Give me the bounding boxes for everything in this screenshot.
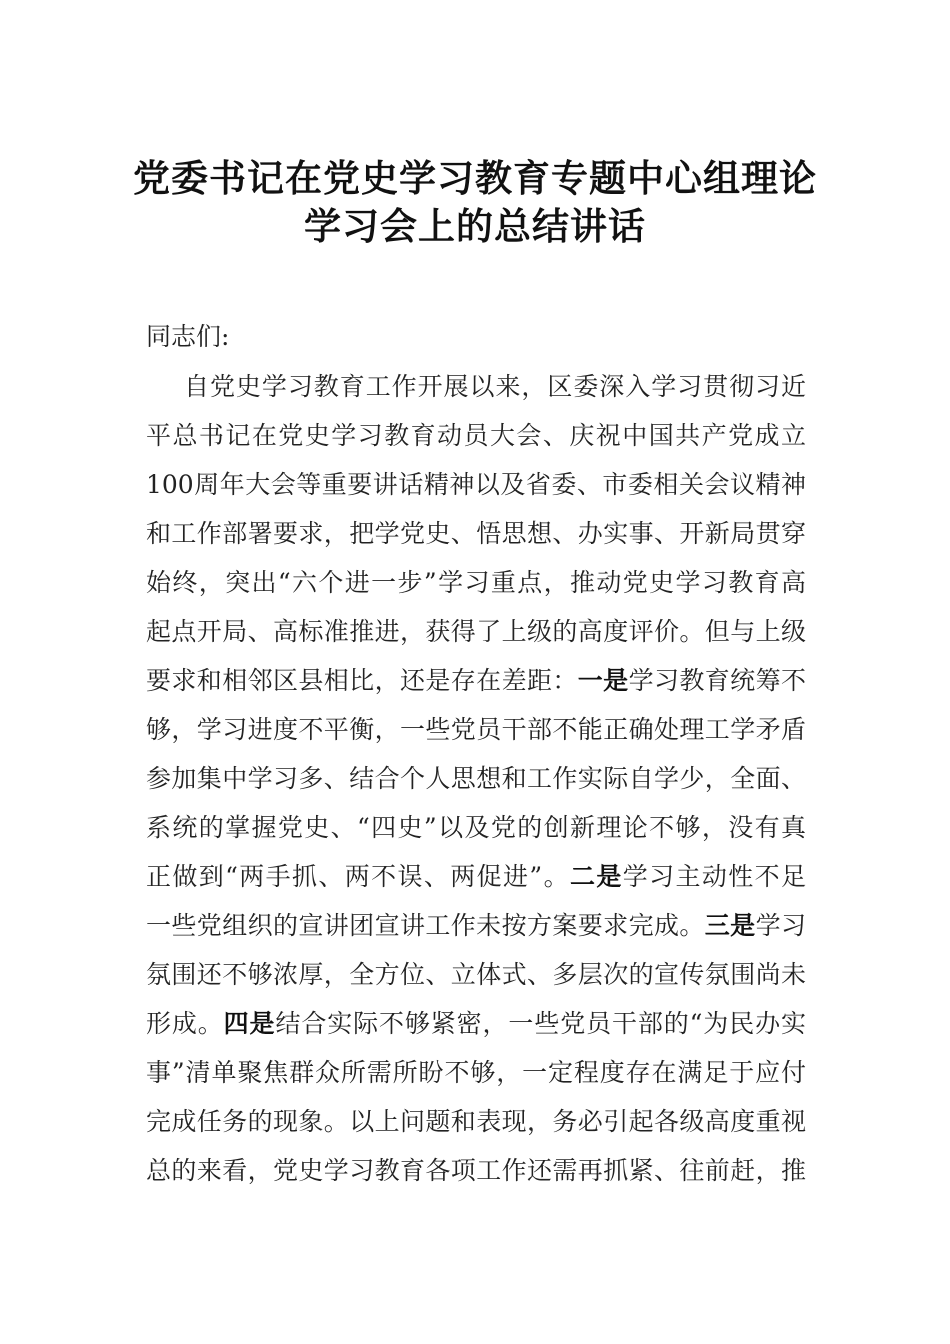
bold-marker: 一是: [577, 666, 629, 695]
paragraph-line: 起点开局、高标准推进，获得了上级的高度评价。但与上级: [146, 617, 806, 646]
paragraph-line: 系统的掌握党史、“四史”以及党的创新理论不够，没有真: [146, 813, 806, 842]
document-title-line-2: 学习会上的总结讲话: [304, 204, 646, 248]
paragraph-line: 平总书记在党史学习教育动员大会、庆祝中国共产党成立: [146, 421, 806, 450]
salutation: 同志们:: [146, 322, 230, 351]
paragraph-line: 事”清单聚焦群众所需所盼不够，一定程度存在满足于应付: [146, 1058, 806, 1087]
bold-marker: 四是: [223, 1009, 276, 1038]
bold-marker: 三是: [704, 911, 756, 940]
paragraph-line: 够，学习进度不平衡，一些党员干部不能正确处理工学矛盾: [146, 715, 806, 744]
paragraph-line: 正做到“两手抓、两不误、两促进”。二是学习主动性不足: [146, 862, 806, 891]
paragraph-line: 总的来看，党史学习教育各项工作还需再抓紧、往前赶，推: [146, 1156, 806, 1185]
paragraph-line: 形成。四是结合实际不够紧密，一些党员干部的“为民办实: [146, 1009, 806, 1038]
paragraph-line: 要求和相邻区县相比，还是存在差距：一是学习教育统筹不: [146, 666, 806, 695]
paragraph-line: 始终，突出“六个进一步”学习重点，推动党史学习教育高: [146, 568, 806, 597]
paragraph-line: 和工作部署要求，把学党史、悟思想、办实事、开新局贯穿: [146, 519, 806, 548]
bold-marker: 二是: [569, 862, 623, 891]
document-title-line-1: 党委书记在党史学习教育专题中心组理论: [133, 156, 817, 200]
paragraph-line: 氛围还不够浓厚，全方位、立体式、多层次的宣传氛围尚未: [146, 960, 806, 989]
paragraph-line: 100周年大会等重要讲话精神以及省委、市委相关会议精神: [146, 470, 806, 499]
paragraph-line: 自党史学习教育工作开展以来，区委深入学习贯彻习近: [184, 372, 806, 401]
paragraph-line: 一些党组织的宣讲团宣讲工作未按方案要求完成。三是学习: [146, 911, 806, 940]
paragraph-line: 参加集中学习多、结合个人思想和工作实际自学少，全面、: [146, 764, 806, 793]
paragraph-line: 完成任务的现象。以上问题和表现，务必引起各级高度重视: [146, 1107, 806, 1136]
